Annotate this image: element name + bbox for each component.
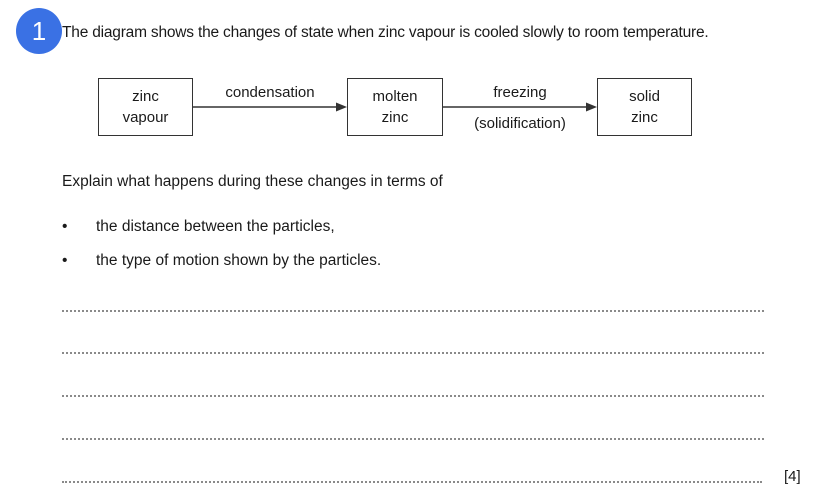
answer-line[interactable] (62, 395, 764, 397)
box-label-line1: zinc (132, 88, 159, 105)
answer-line[interactable] (62, 481, 762, 483)
box-label-line1: solid (629, 88, 660, 105)
arrowhead-condensation (336, 103, 347, 112)
arrowhead-freezing (586, 103, 597, 112)
question-intro: The diagram shows the changes of state when zinc vapour is cooled slowly to room temperature. (62, 24, 709, 41)
box-label-line1: molten (372, 88, 418, 105)
answer-line[interactable] (62, 438, 764, 440)
bullet-symbol: • (62, 252, 68, 269)
question-number-badge: 1 (16, 8, 62, 54)
answer-line[interactable] (62, 352, 764, 354)
arrow-label-condensation: condensation (225, 84, 315, 101)
bullet-text: the distance between the particles, (96, 218, 335, 235)
box-label-line2: zinc (631, 109, 658, 126)
box-label-line2: vapour (122, 109, 169, 126)
marks-label: [4] (784, 468, 801, 485)
answer-line[interactable] (62, 310, 764, 312)
arrow-label-freezing: freezing (493, 84, 547, 101)
question-prompt: Explain what happens during these changes in terms of (62, 173, 443, 190)
arrow-sublabel-solidification: (solidification) (474, 115, 566, 132)
bullet-symbol: • (62, 218, 68, 235)
box-label-line2: zinc (381, 109, 409, 126)
bullet-text: the type of motion shown by the particles. (96, 252, 382, 269)
